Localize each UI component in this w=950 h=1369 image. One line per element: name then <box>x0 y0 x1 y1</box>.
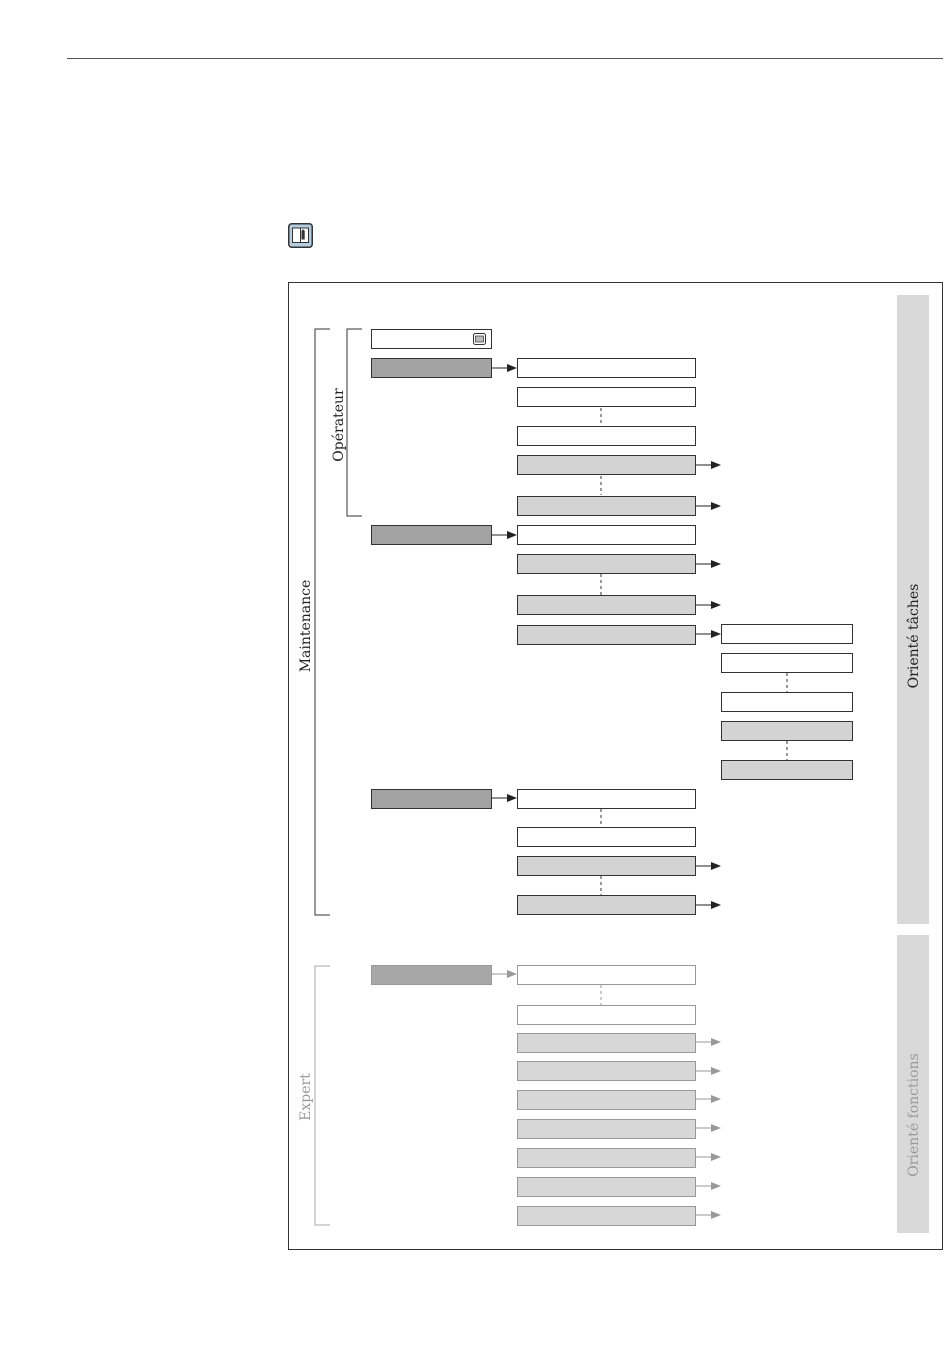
display-icon <box>473 333 486 345</box>
setup-menu-box <box>371 525 492 545</box>
submenu-group <box>517 1061 696 1081</box>
submenu-group <box>517 1119 696 1139</box>
submenu-group <box>517 1090 696 1110</box>
diagnostics-menu-box <box>371 789 492 809</box>
submenu-group <box>517 455 696 475</box>
expert-menu-box <box>371 965 492 985</box>
submenu-item <box>517 387 696 407</box>
operator-menu-box <box>371 358 492 378</box>
submenu-item <box>517 1005 696 1025</box>
maintenance-label: Maintenance <box>298 579 314 673</box>
submenu-group <box>517 595 696 615</box>
submenu-group <box>517 1177 696 1197</box>
submenu-item <box>517 789 696 809</box>
subsubmenu-group <box>721 760 853 780</box>
expert-label: Expert <box>298 1073 314 1121</box>
submenu-group <box>517 1033 696 1053</box>
submenu-group <box>517 496 696 516</box>
subsubmenu-item <box>721 692 853 712</box>
submenu-group <box>517 856 696 876</box>
submenu-item <box>517 525 696 545</box>
subsubmenu-item <box>721 624 853 644</box>
task-oriented-label: Orienté tâches <box>906 583 922 689</box>
submenu-item <box>517 358 696 378</box>
subsubmenu-group <box>721 721 853 741</box>
submenu-group <box>517 1206 696 1226</box>
submenu-group <box>517 625 696 645</box>
submenu-group <box>517 554 696 574</box>
subsubmenu-item <box>721 653 853 673</box>
function-oriented-label: Orienté fonctions <box>906 1053 922 1177</box>
submenu-group <box>517 895 696 915</box>
submenu-item <box>517 827 696 847</box>
operator-label: Opérateur <box>331 388 347 462</box>
submenu-item <box>517 965 696 985</box>
submenu-group <box>517 1148 696 1168</box>
submenu-item <box>517 426 696 446</box>
